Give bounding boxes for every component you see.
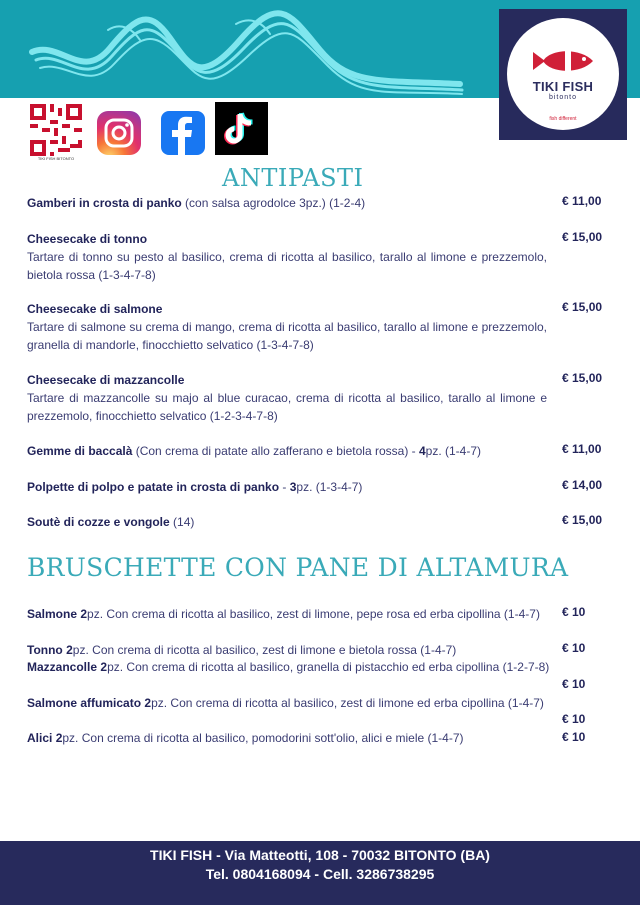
item-price: € 10	[562, 730, 586, 744]
item-description: Con crema di ricotta al basilico, zest di limone ed erba cipollina (1-4-7)	[167, 696, 544, 710]
item-name: Tonno	[27, 643, 63, 657]
menu-item	[27, 300, 547, 354]
fish-icon	[531, 46, 595, 76]
item-count: 2	[80, 607, 88, 621]
item-price: € 10	[562, 605, 586, 619]
item-price: € 15,00	[562, 230, 603, 244]
qr-caption: TIKI FISH BITONTO	[37, 156, 75, 161]
item-description: Con crema di ricotta al basilico, pomodorini sott'olio, alici e miele (1-4-7)	[78, 731, 464, 745]
menu-item	[27, 230, 547, 284]
item-unit: pz.	[87, 607, 104, 621]
bruschetta-item	[27, 658, 552, 676]
item-price: € 11,00	[562, 442, 602, 456]
menu-item	[27, 513, 547, 531]
item-note: (Con crema di patate allo zafferano e bietola rossa) -	[132, 444, 419, 458]
item-name: Soutè di cozze e vongole	[27, 515, 170, 529]
tiktok-icon[interactable]	[215, 102, 268, 155]
menu-item	[27, 478, 547, 496]
item-price: € 10	[562, 641, 586, 655]
item-name: Mazzancolle	[27, 660, 98, 674]
facebook-icon[interactable]	[161, 111, 205, 155]
item-note: -	[279, 480, 290, 494]
item-description: Con crema di ricotta al basilico, zest di limone, pepe rosa ed erba cipollina (1-4-7)	[103, 607, 540, 621]
footer-address: TIKI FISH - Via Matteotti, 108 - 70032 BITONTO (BA)	[150, 847, 490, 863]
section-title-antipasti: ANTIPASTI	[222, 164, 364, 192]
item-name: Cheesecake di mazzancolle	[27, 373, 185, 387]
item-price: € 15,00	[562, 371, 603, 385]
menu-item	[27, 194, 547, 212]
instagram-icon[interactable]	[97, 111, 141, 155]
item-note: (con salsa agrodolce 3pz.) (1-2-4)	[181, 196, 366, 210]
logo-badge	[507, 18, 619, 130]
item-note: (14)	[169, 515, 195, 529]
item-price: € 15,00	[562, 300, 603, 314]
item-unit: pz.	[107, 660, 124, 674]
qr-code-icon[interactable]	[30, 104, 82, 156]
item-name: Salmone affumicato	[27, 696, 142, 710]
item-description: Con crema di ricotta al basilico, granella di pistacchio ed erba cipollina (1-2-7-8)	[123, 660, 550, 674]
bruschetta-item	[27, 694, 552, 712]
footer-phone: Tel. 0804168094 - Cell. 3286738295	[205, 866, 435, 882]
item-note-tail: pz. (1-4-7)	[425, 444, 482, 458]
item-unit: pz.	[151, 696, 168, 710]
bruschetta-item	[27, 641, 552, 659]
item-name: Gamberi in crosta di panko	[27, 196, 182, 210]
item-count: 2	[100, 660, 108, 674]
item-name: Alici	[27, 731, 53, 745]
item-unit: pz.	[72, 643, 89, 657]
brand-logo	[499, 9, 627, 140]
item-count: 2	[144, 696, 152, 710]
logo-city: bitonto	[548, 94, 578, 101]
item-count: 3	[289, 480, 297, 494]
item-price: € 14,00	[562, 478, 603, 492]
bruschetta-item	[27, 729, 552, 747]
item-count: 2	[66, 643, 73, 657]
footer	[0, 841, 640, 905]
item-count: 4	[418, 444, 426, 458]
item-price: € 15,00	[562, 513, 603, 527]
item-price: € 11,00	[562, 194, 602, 208]
item-description: Tartare di tonno su pesto al basilico, crema di ricotta al basilico, tarallo al limone e prezzemolo, bietola rossa (1-3-4-7-8)	[27, 250, 547, 282]
item-count: 2	[55, 731, 63, 745]
item-name: Polpette di polpo e patate in crosta di panko	[27, 480, 280, 494]
item-name: Salmone	[27, 607, 78, 621]
item-unit: pz.	[62, 731, 79, 745]
section-title-bruschette: BRUSCHETTE CON PANE DI ALTAMURA	[27, 553, 569, 582]
menu-item	[27, 442, 547, 460]
item-name: Gemme di baccalà	[27, 444, 133, 458]
logo-tagline: fish different	[549, 116, 577, 122]
item-description: Tartare di salmone su crema di mango, crema di ricotta al basilico, tarallo al limone e prezzemolo, granella di mandorle, finocchietto selvatico (1-3-4-7-8)	[27, 320, 547, 352]
item-price: € 10	[562, 677, 586, 691]
bruschetta-item	[27, 605, 552, 623]
menu-item	[27, 371, 547, 425]
item-description: Con crema di ricotta al basilico, zest di limone e bietola rossa (1-4-7)	[88, 643, 457, 657]
item-price: € 10	[562, 712, 586, 726]
item-name: Cheesecake di tonno	[27, 232, 148, 246]
logo-name: TIKI FISH	[532, 79, 594, 94]
item-note-tail: pz. (1-3-4-7)	[296, 480, 363, 494]
item-name: Cheesecake di salmone	[27, 302, 163, 316]
item-description: Tartare di mazzancolle su majo al blue curacao, crema di ricotta al basilico, tarallo al limone e prezzemolo, finocchietto selvatico (1-2-3-4-7-8)	[27, 391, 547, 423]
